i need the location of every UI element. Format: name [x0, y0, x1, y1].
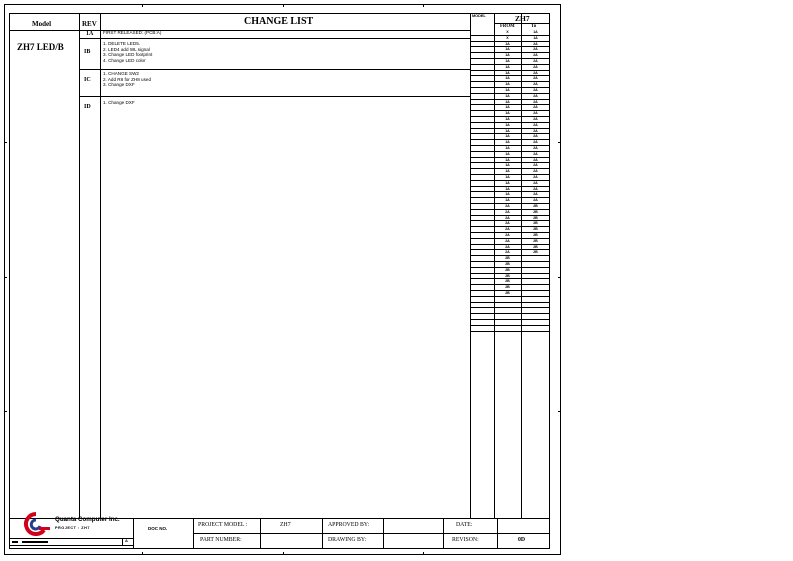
to-rev-cell: 2A	[533, 192, 538, 197]
doc-no-label: DOC NO.	[148, 526, 168, 531]
change-note: 4. Change LED color	[103, 57, 146, 63]
to-rev-cell: 2A	[533, 186, 538, 191]
to-rev-cell: 2B	[533, 238, 538, 243]
from-rev-cell: 1A	[505, 134, 510, 139]
to-rev-cell: 2A	[533, 198, 538, 203]
to-rev-cell: 2A	[533, 82, 538, 87]
part-number-label: PART NUMBER:	[200, 537, 242, 543]
from-rev-cell: 1A	[505, 175, 510, 179]
change-note: 1. Change DXF	[103, 100, 135, 105]
to-rev-cell: 2A	[533, 157, 538, 162]
revision-label: IB	[84, 49, 91, 55]
border-tick	[4, 411, 7, 412]
from-rev-cell: 1A	[505, 186, 510, 191]
to-rev-cell: 2A	[533, 117, 538, 121]
from-rev-cell: X	[506, 30, 509, 34]
revision-label: ID	[84, 104, 91, 110]
date-label: DATE:	[456, 522, 473, 528]
to-rev-cell: 2B	[533, 209, 538, 214]
rev-row-divider	[79, 38, 470, 39]
logo-strip-mark	[22, 541, 48, 543]
rev-column-header: REV	[82, 20, 97, 28]
to-rev-cell: 2A	[533, 41, 538, 46]
to-rev-cell: 2A	[533, 53, 538, 58]
border-tick	[142, 552, 143, 555]
to-rev-cell: 2B	[533, 204, 538, 208]
rev-row-divider	[79, 69, 470, 70]
model-code-value: ZH7	[515, 14, 530, 23]
quanta-logo-icon	[22, 512, 50, 536]
title-block-mid-line	[193, 533, 550, 534]
change-note: 2. Add R8 for ZH8 used	[103, 76, 152, 82]
from-rev-cell: 1A	[505, 47, 510, 52]
border-tick	[558, 411, 561, 412]
from-rev-cell: 1A	[505, 53, 510, 58]
from-rev-cell: 1A	[505, 105, 510, 110]
border-tick	[283, 552, 284, 555]
logo-strip-divider	[122, 538, 123, 545]
from-rev-cell: 2B	[505, 291, 510, 295]
from-rev-cell: 1A	[505, 169, 510, 174]
to-rev-cell: 2A	[533, 105, 538, 110]
from-rev-cell: 1A	[505, 117, 510, 121]
from-rev-cell: 2B	[505, 279, 510, 284]
from-rev-cell: 1A	[505, 64, 510, 69]
revision-label-footer: REVISON:	[452, 537, 479, 543]
to-rev-cell: 2A	[533, 111, 538, 116]
change-note: 2. LED4 add WL signal	[103, 46, 150, 52]
model-column-header: Model	[32, 20, 52, 28]
table-row	[470, 326, 550, 332]
from-rev-cell: 1A	[505, 192, 510, 197]
to-rev-cell: 2B	[533, 227, 538, 232]
from-rev-cell: 1A	[505, 70, 510, 75]
from-rev-cell: 2A	[505, 238, 510, 243]
title-block-divider	[133, 518, 134, 549]
change-note: FIRST RELEASED: (PCB:A)	[103, 30, 162, 35]
to-rev-cell: 2A	[533, 122, 538, 127]
model-code-header: MODEL	[472, 14, 486, 18]
company-name: Quanta Computer Inc.	[55, 516, 120, 523]
change-note: 1. CHANGE SW2	[103, 71, 139, 76]
to-rev-cell: 2B	[533, 250, 538, 255]
to-rev-cell: 2A	[533, 175, 538, 179]
from-rev-cell: 1A	[505, 180, 510, 185]
from-rev-cell: 2A	[505, 209, 510, 214]
to-rev-cell: 2B	[533, 244, 538, 249]
revision-label: 1A	[86, 31, 94, 37]
to-rev-cell: 2A	[533, 70, 538, 75]
revision-value: 0D	[518, 537, 526, 543]
to-rev-cell: 2A	[533, 180, 538, 185]
to-rev-cell: 2A	[533, 93, 538, 98]
to-rev-cell: 2B	[533, 233, 538, 237]
from-rev-cell: 1A	[505, 41, 510, 46]
to-rev-cell: 2B	[533, 215, 538, 220]
border-tick	[423, 4, 424, 7]
change-note: 3. Change LED footprint	[103, 52, 153, 58]
drawing-inner-border	[9, 13, 550, 549]
rev-row-divider	[79, 96, 470, 97]
from-rev-cell: 1A	[505, 99, 510, 104]
to-rev-cell: 2A	[533, 146, 538, 150]
from-rev-cell: 2A	[505, 215, 510, 220]
from-rev-cell: 1A	[505, 140, 510, 145]
logo-strip-mark	[12, 541, 18, 543]
rev-column-divider	[100, 13, 101, 518]
change-notes-ib	[103, 41, 152, 63]
from-rev-cell: X	[506, 35, 509, 40]
to-rev-cell: 2B	[533, 221, 538, 226]
to-rev-cell: 2A	[533, 134, 538, 139]
project-model-value: ZH7	[280, 522, 291, 528]
from-column-header: FROM	[500, 24, 515, 29]
from-rev-cell: 1A	[505, 93, 510, 98]
from-rev-cell: 2B	[505, 262, 510, 266]
border-tick	[558, 277, 561, 278]
border-tick	[558, 142, 561, 143]
change-note: 1. DELETE LED5.	[103, 41, 141, 46]
approved-by-label: APPROVED BY:	[328, 522, 370, 528]
from-rev-cell: 2A	[505, 250, 510, 255]
to-rev-cell: 2A	[533, 151, 538, 156]
to-rev-cell: 1A	[533, 35, 538, 40]
to-rev-cell: 2A	[533, 128, 538, 133]
from-rev-cell: 1A	[505, 163, 510, 168]
to-rev-cell: 2A	[533, 140, 538, 145]
change-notes-ic	[103, 71, 151, 88]
from-rev-cell: 1A	[505, 128, 510, 133]
to-column-header: To	[531, 24, 537, 29]
from-rev-cell: 2A	[505, 244, 510, 249]
from-rev-cell: 2B	[505, 267, 510, 272]
from-rev-cell: 1A	[505, 198, 510, 203]
from-rev-cell: 2A	[505, 233, 510, 237]
model-column-divider	[79, 13, 80, 518]
logo-strip-line	[9, 538, 133, 539]
sheet-mark: A	[125, 538, 128, 543]
logo-strip-line	[9, 545, 133, 546]
from-rev-cell: 1A	[505, 88, 510, 92]
revision-label: IC	[84, 77, 91, 83]
board-name: ZH7 LED/B	[17, 42, 64, 52]
project-line: PROJECT : ZH7	[55, 526, 90, 530]
border-tick	[4, 142, 7, 143]
drawing-by-label: DRAWING BY:	[328, 537, 367, 543]
from-rev-cell: 1A	[505, 122, 510, 127]
from-rev-cell: 2A	[505, 221, 510, 226]
to-rev-cell: 2A	[533, 47, 538, 52]
to-rev-cell: 2A	[533, 88, 538, 92]
to-rev-cell: 1A	[533, 30, 538, 34]
border-tick	[283, 4, 284, 7]
from-rev-cell: 1A	[505, 76, 510, 81]
to-rev-cell: 2A	[533, 64, 538, 69]
project-model-label: PROJECT MODEL :	[198, 522, 248, 528]
from-rev-cell: 2B	[505, 273, 510, 278]
to-rev-cell: 2A	[533, 99, 538, 104]
to-rev-cell: 2A	[533, 76, 538, 81]
from-rev-cell: 1A	[505, 59, 510, 63]
to-rev-cell: 2A	[533, 59, 538, 63]
from-rev-cell: 1A	[505, 151, 510, 156]
from-rev-cell: 2B	[505, 256, 510, 261]
page-title: CHANGE LIST	[244, 16, 314, 27]
to-rev-cell: 2A	[533, 163, 538, 168]
border-tick	[423, 552, 424, 555]
from-rev-cell: 1A	[505, 82, 510, 87]
change-note: 3. Change DXF	[103, 82, 135, 88]
from-rev-cell: 1A	[505, 157, 510, 162]
from-rev-cell: 2B	[505, 285, 510, 290]
from-rev-cell: 1A	[505, 146, 510, 150]
from-rev-cell: 2A	[505, 204, 510, 208]
from-rev-cell: 1A	[505, 111, 510, 116]
from-rev-cell: 2A	[505, 227, 510, 232]
border-tick	[4, 277, 7, 278]
to-rev-cell: 2A	[533, 169, 538, 174]
border-tick	[142, 4, 143, 7]
